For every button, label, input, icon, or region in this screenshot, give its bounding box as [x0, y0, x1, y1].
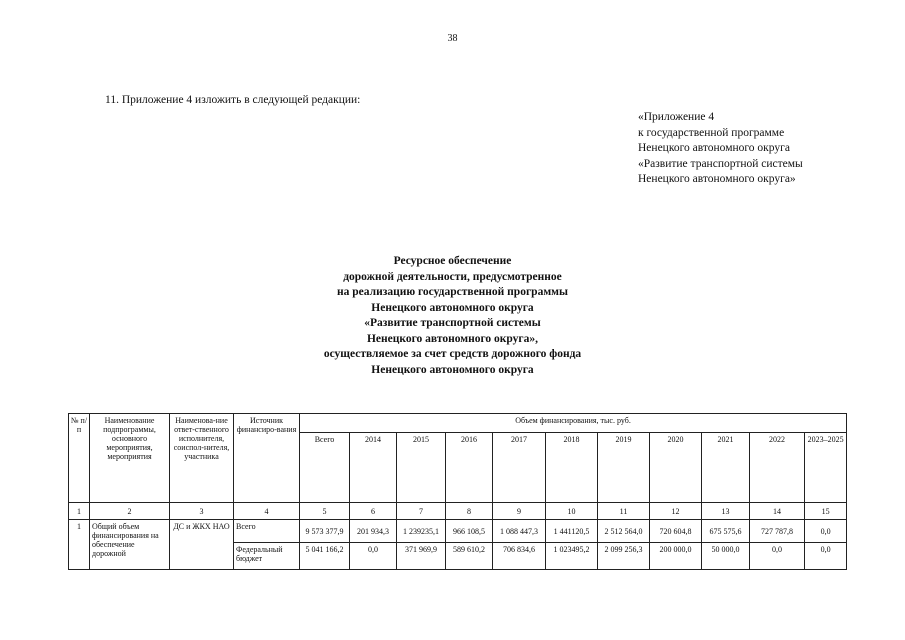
header-year: 2021 [702, 433, 750, 503]
header-year: 2018 [546, 433, 598, 503]
cell-value: 5 041 166,2 [300, 543, 350, 570]
row-source: Федеральный бюджет [234, 543, 300, 570]
cell-value: 201 934,3 [350, 520, 397, 543]
cell-value: 0,0 [805, 543, 847, 570]
row-executor: ДС и ЖКХ НАО [170, 520, 234, 570]
column-number: 13 [702, 503, 750, 520]
page-number: 38 [447, 33, 458, 44]
title-line: дорожной деятельности, предусмотренное [343, 270, 562, 283]
appendix-line: к государственной программе [638, 126, 785, 139]
title-line: Ненецкого автономного округа», [366, 332, 538, 345]
column-number: 1 [69, 503, 90, 520]
column-number: 3 [170, 503, 234, 520]
column-number: 11 [598, 503, 650, 520]
header-year: 2022 [750, 433, 805, 503]
cell-value: 9 573 377,9 [300, 520, 350, 543]
cell-value: 0,0 [350, 543, 397, 570]
header-source: Источник финансиро-вания [234, 414, 300, 503]
header-row [69, 414, 847, 433]
header-name: Наименование подпрограммы, основного мероприятия, мероприятия [90, 414, 170, 503]
column-number: 12 [650, 503, 702, 520]
header-year: 2020 [650, 433, 702, 503]
cell-value: 371 969,9 [397, 543, 446, 570]
appendix-line: Ненецкого автономного округа» [638, 173, 796, 185]
column-number: 14 [750, 503, 805, 520]
intro-text: 11. Приложение 4 изложить в следующей редакции: [105, 94, 361, 106]
cell-value: 706 834,6 [493, 543, 546, 570]
appendix-line: «Приложение 4 [638, 111, 715, 123]
cell-value: 1 023495,2 [546, 543, 598, 570]
appendix-line: «Развитие транспортной системы [638, 157, 803, 170]
column-number-row [69, 503, 847, 520]
cell-value: 727 787,8 [750, 520, 805, 543]
title-line: Ресурсное обеспечение [393, 255, 512, 267]
title-line: Ненецкого автономного округа [371, 301, 534, 314]
cell-value: 1 088 447,3 [493, 520, 546, 543]
column-number: 5 [300, 503, 350, 520]
cell-value: 0,0 [750, 543, 805, 570]
title-line: Ненецкого автономного округа [371, 363, 534, 376]
cell-value: 589 610,2 [446, 543, 493, 570]
table-row [69, 520, 847, 543]
header-year: Всего [300, 433, 350, 503]
title-line: осуществляемое за счет средств дорожного фонда [323, 348, 582, 360]
column-number: 15 [805, 503, 847, 520]
column-number: 8 [446, 503, 493, 520]
cell-value: 675 575,6 [702, 520, 750, 543]
cell-value: 200 000,0 [650, 543, 702, 570]
cell-value: 1 441120,5 [546, 520, 598, 543]
cell-value: 2 512 564,0 [598, 520, 650, 543]
cell-value: 966 108,5 [446, 520, 493, 543]
header-year: 2014 [350, 433, 397, 503]
row-number: 1 [69, 520, 90, 570]
column-number: 9 [493, 503, 546, 520]
header-year: 2023–2025 [805, 433, 847, 503]
column-number: 6 [350, 503, 397, 520]
appendix-caption [638, 110, 803, 188]
cell-value: 0,0 [805, 520, 847, 543]
cell-value: 2 099 256,3 [598, 543, 650, 570]
header-executor: Наименова-ние ответ-ственного исполнителя, соиспол-нителя, участника [170, 414, 234, 503]
header-funding: Объем финансирования, тыс. руб. [300, 414, 847, 433]
document-title [0, 254, 905, 378]
row-name: Общий объем финансирования на обеспечение дорожной [90, 520, 170, 570]
header-year: 2015 [397, 433, 446, 503]
title-line: на реализацию государственной программы [337, 286, 568, 298]
cell-value: 50 000,0 [702, 543, 750, 570]
cell-value: 720 604,8 [650, 520, 702, 543]
column-number: 7 [397, 503, 446, 520]
cell-value: 1 239235,1 [397, 520, 446, 543]
header-num: № п/п [69, 414, 90, 503]
title-line: «Развитие транспортной системы [364, 317, 541, 329]
column-number: 10 [546, 503, 598, 520]
funding-table [68, 413, 847, 570]
row-source: Всего [234, 520, 300, 543]
column-number: 4 [234, 503, 300, 520]
header-year: 2019 [598, 433, 650, 503]
header-year: 2016 [446, 433, 493, 503]
appendix-line: Ненецкого автономного округа [638, 142, 790, 154]
column-number: 2 [90, 503, 170, 520]
header-year: 2017 [493, 433, 546, 503]
